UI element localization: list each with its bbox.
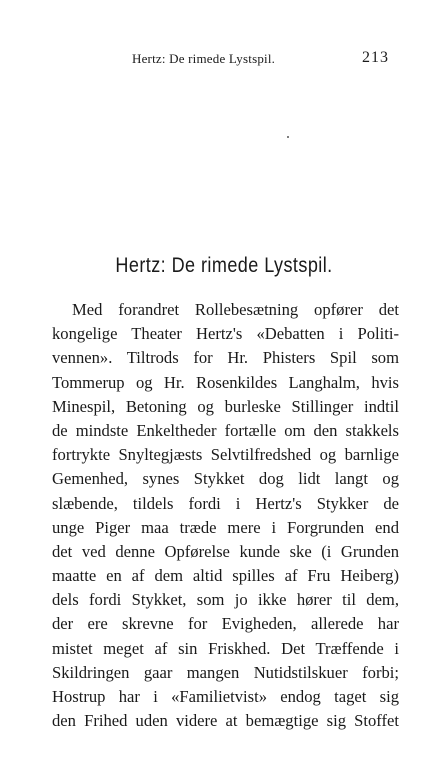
- text-line: Hostrup har i «Familietvist» endog taget sig: [52, 687, 399, 706]
- text-line: kongelige Theater Hertz's «Debatten i Politi-: [52, 324, 399, 344]
- text-line: der ere skrevne for Evigheden, allerede har: [52, 614, 399, 634]
- text-line: Med forandret Rollebesætning opfører det: [72, 300, 399, 319]
- text-line: unge Piger maa træde mere i Forgrunden end: [52, 517, 399, 537]
- text-line: Gemenhed, synes Stykket dog lidt langt og: [52, 469, 399, 489]
- text-line: mistet meget af sin Friskhed. Det Træffende i: [52, 638, 399, 658]
- text-line: det ved denne Opførelse kunde ske (i Grunden: [52, 541, 399, 561]
- text-line: de mindste Enkeltheder fortælle om den stakkels: [52, 420, 399, 440]
- body-text: [52, 298, 399, 733]
- text-line: fortrykte Snyltegjæsts Selvtilfredshed og barnlige: [52, 445, 399, 465]
- running-head: [0, 48, 448, 70]
- text-line: den Frihed uden videre at bemægtige sig Stoffet: [52, 711, 399, 731]
- text-line: slæbende, tildels fordi i Hertz's Stykker de: [52, 493, 399, 513]
- text-line: Skildringen gaar mangen Nutidstilskuer forbi;: [52, 662, 399, 682]
- text-line: maatte en af dem altid spilles af Fru Heiberg): [52, 566, 399, 586]
- text-line: vennen». Tiltrods for Hr. Phisters Spil som: [52, 348, 399, 368]
- text-line: Tommerup og Hr. Rosenkildes Langhalm, hvis: [52, 372, 399, 392]
- running-title: Hertz: De rimede Lystspil.: [132, 51, 276, 66]
- page-number: 213: [362, 49, 389, 66]
- text-line: dels fordi Stykket, som jo ikke hører til dem,: [52, 590, 399, 610]
- article-title: Hertz: De rimede Lystspil.: [115, 254, 333, 277]
- print-speck: [287, 136, 289, 138]
- text-line: Minespil, Betoning og burleske Stillinger indtil: [52, 396, 399, 416]
